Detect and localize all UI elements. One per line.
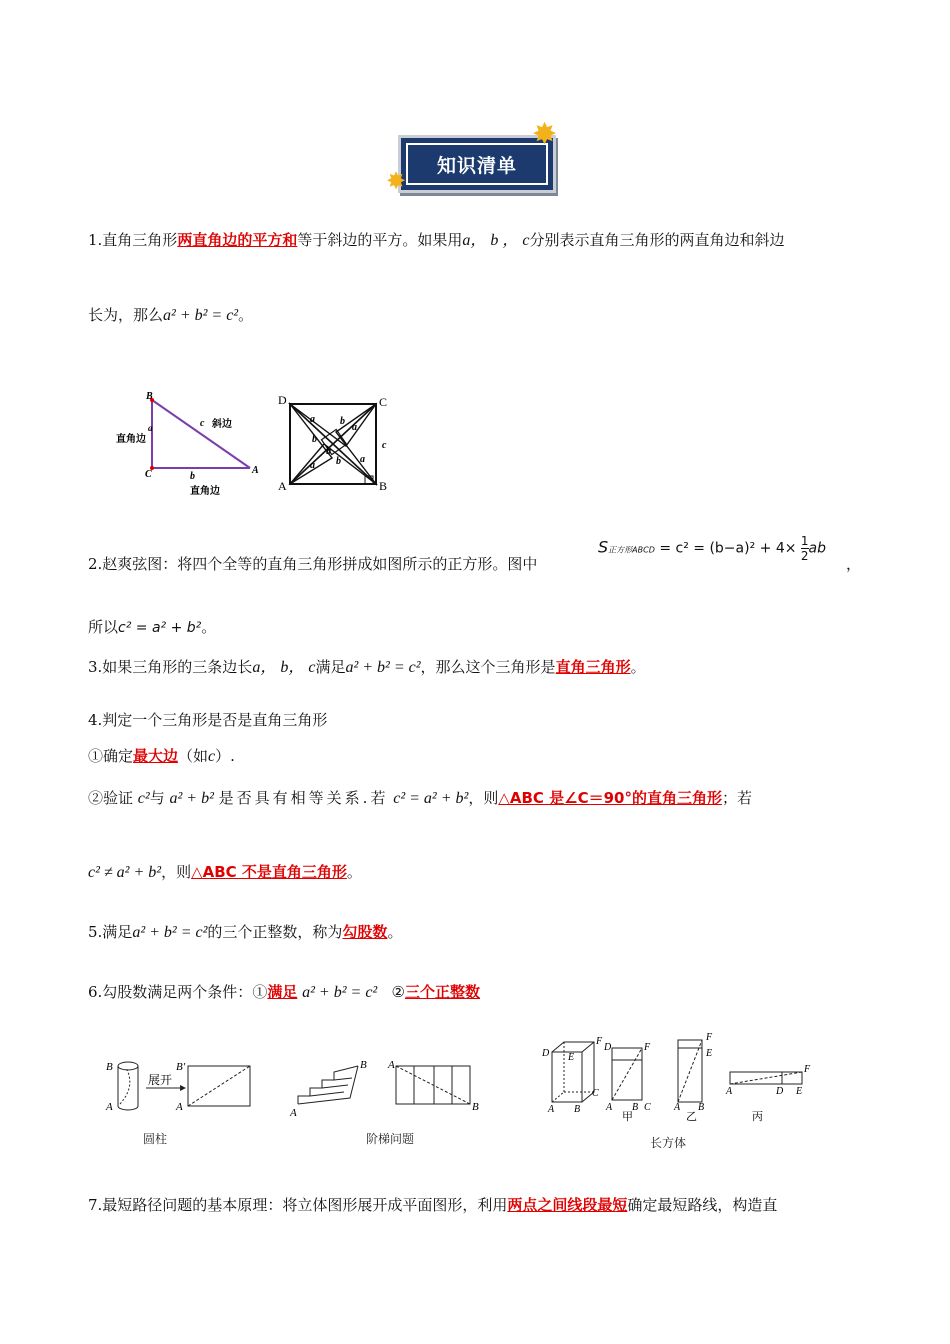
formula: c² ≠ a² + b² xyxy=(88,864,162,881)
highlight: 勾股数 xyxy=(342,923,388,941)
formula: a² + b² = c² xyxy=(132,924,208,941)
figure-caption: 阶梯问题 xyxy=(366,1132,415,1146)
svg-text:D: D xyxy=(542,1048,550,1059)
svg-text:C: C xyxy=(592,1088,599,1099)
figure-caption: 圆柱 xyxy=(143,1132,168,1146)
highlight: 最大边 xyxy=(133,747,179,765)
formula: a² + b² = c² xyxy=(345,659,421,676)
svg-text:E: E xyxy=(796,1086,803,1097)
segment-label: a xyxy=(310,460,315,471)
svg-text:A: A xyxy=(290,1107,297,1119)
highlight: 直角三角形 xyxy=(555,658,631,676)
highlight: 两点之间线段最短 xyxy=(507,1196,628,1214)
svg-text:B: B xyxy=(106,1061,113,1073)
segment-label: a xyxy=(352,422,357,433)
banner-title: 知识清单 xyxy=(406,143,548,185)
segment-label: b xyxy=(326,446,331,457)
svg-text:B: B xyxy=(698,1102,705,1113)
vertex-label: A xyxy=(252,465,259,476)
paragraph-7: 7.最短路径问题的基本原理：将立体图形展开成平面图形，利用两点之间线段最短确定最短路线，构造直 xyxy=(88,1196,778,1214)
paragraph-4-step2: ②验证 c²与 a² + b² 是否具有相等关系.若 c² = a² + b²，则△ABC 是∠C＝90°的直角三角形；若 xyxy=(88,789,752,807)
vertex-label: B xyxy=(379,479,388,493)
side-label: 直角边 xyxy=(116,434,146,445)
vertex-label: C xyxy=(379,395,388,409)
paragraph-1: 1.直角三角形两直角边的平方和等于斜边的平方。如果用a， b ， c分别表示直角三角形的两直角边和斜边 xyxy=(88,231,785,249)
svg-text:F: F xyxy=(644,1042,651,1053)
highlight: 三个正整数 xyxy=(404,983,480,1001)
svg-text:A: A xyxy=(388,1059,395,1071)
svg-text:A: A xyxy=(106,1101,113,1113)
side-label: a xyxy=(148,423,153,433)
side-label: 直角边 xyxy=(190,486,220,497)
svg-text:E: E xyxy=(706,1048,713,1059)
side-label: 斜边 xyxy=(212,419,232,430)
formula: a² + b² = c² xyxy=(302,984,378,1001)
zhao-shuang-figure xyxy=(276,392,396,496)
figure-caption: 长方体 xyxy=(650,1136,687,1150)
star-icon: ✸ xyxy=(386,167,407,195)
paragraph-2-line2: 所以c² = a² + b²。 xyxy=(88,618,217,636)
highlight: 两直角边的平方和 xyxy=(177,231,298,249)
comma: ， xyxy=(846,555,862,573)
stairs-figure xyxy=(288,1058,488,1120)
star-icon: ✸ xyxy=(532,117,558,152)
paragraph-1-line2: 长为，那么a² + b² = c²。 xyxy=(88,306,254,324)
paragraph-3: 3.如果三角形的三条边长a， b， c满足a² + b² = c²，那么这个三角形是直角三角形。 xyxy=(88,658,646,676)
svg-text:F: F xyxy=(804,1064,811,1075)
sub-caption: 甲 xyxy=(622,1111,633,1122)
svg-text:B: B xyxy=(632,1102,639,1113)
svg-text:A: A xyxy=(548,1104,555,1115)
paragraph-4-step3: c² ≠ a² + b²，则△ABC 不是直角三角形。 xyxy=(88,863,362,881)
formula: c² = a² + b² xyxy=(118,620,202,636)
svg-text:E: E xyxy=(568,1052,575,1063)
paragraph-6: 6.勾股数满足两个条件：①满足 a² + b² = c² ②三个正整数 xyxy=(88,983,480,1001)
sub-caption: 丙 xyxy=(752,1111,763,1122)
svg-text:D: D xyxy=(776,1086,784,1097)
svg-text:C: C xyxy=(644,1102,651,1113)
side-label: b xyxy=(190,471,195,482)
svg-text:A: A xyxy=(176,1101,183,1113)
segment-label: b xyxy=(340,416,345,427)
vertex-label: A xyxy=(278,479,287,493)
paragraph-4-title: 4.判定一个三角形是否是直角三角形 xyxy=(88,711,328,729)
vertex-label: C xyxy=(145,469,152,480)
paragraph-5: 5.满足a² + b² = c²的三个正整数，称为勾股数。 xyxy=(88,923,403,941)
svg-text:B: B xyxy=(472,1101,479,1113)
cuboid-figure xyxy=(540,1030,820,1122)
unfold-label: 展开 xyxy=(148,1073,173,1087)
svg-text:B′: B′ xyxy=(176,1061,186,1073)
paragraph-4-step1: ①确定最大边（如c）. xyxy=(88,747,235,765)
side-label: c xyxy=(200,418,205,429)
svg-text:D: D xyxy=(604,1042,612,1053)
cylinder-figure xyxy=(100,1056,260,1116)
highlight: 满足 xyxy=(267,983,298,1001)
highlight: △ABC 不是直角三角形 xyxy=(191,863,347,881)
sub-caption: 乙 xyxy=(686,1111,697,1122)
right-triangle-figure xyxy=(112,386,272,501)
svg-text:F: F xyxy=(706,1032,713,1043)
svg-text:B: B xyxy=(574,1104,581,1115)
svg-text:B: B xyxy=(360,1059,367,1071)
segment-label: c xyxy=(382,440,387,451)
segment-label: a xyxy=(360,454,365,465)
segment-label: b xyxy=(336,456,341,467)
zhao-formula: S正方形ABCD = c² = (b−a)² + 4× $\frac{1}{2}$ ab xyxy=(598,534,827,563)
formula: a² + b² = c² xyxy=(163,307,239,324)
paragraph-2: 2.赵爽弦图：将四个全等的直角三角形拼成如图所示的正方形。图中 xyxy=(88,555,538,573)
vertex-label: B xyxy=(146,391,153,402)
svg-text:A: A xyxy=(726,1086,733,1097)
vertex-label: D xyxy=(278,393,287,407)
svg-text:A: A xyxy=(674,1102,681,1113)
segment-label: b xyxy=(312,434,317,445)
highlight: △ABC 是∠C＝90°的直角三角形 xyxy=(498,789,722,807)
svg-text:F: F xyxy=(596,1036,603,1047)
svg-text:A: A xyxy=(606,1102,613,1113)
segment-label: a xyxy=(310,414,315,425)
